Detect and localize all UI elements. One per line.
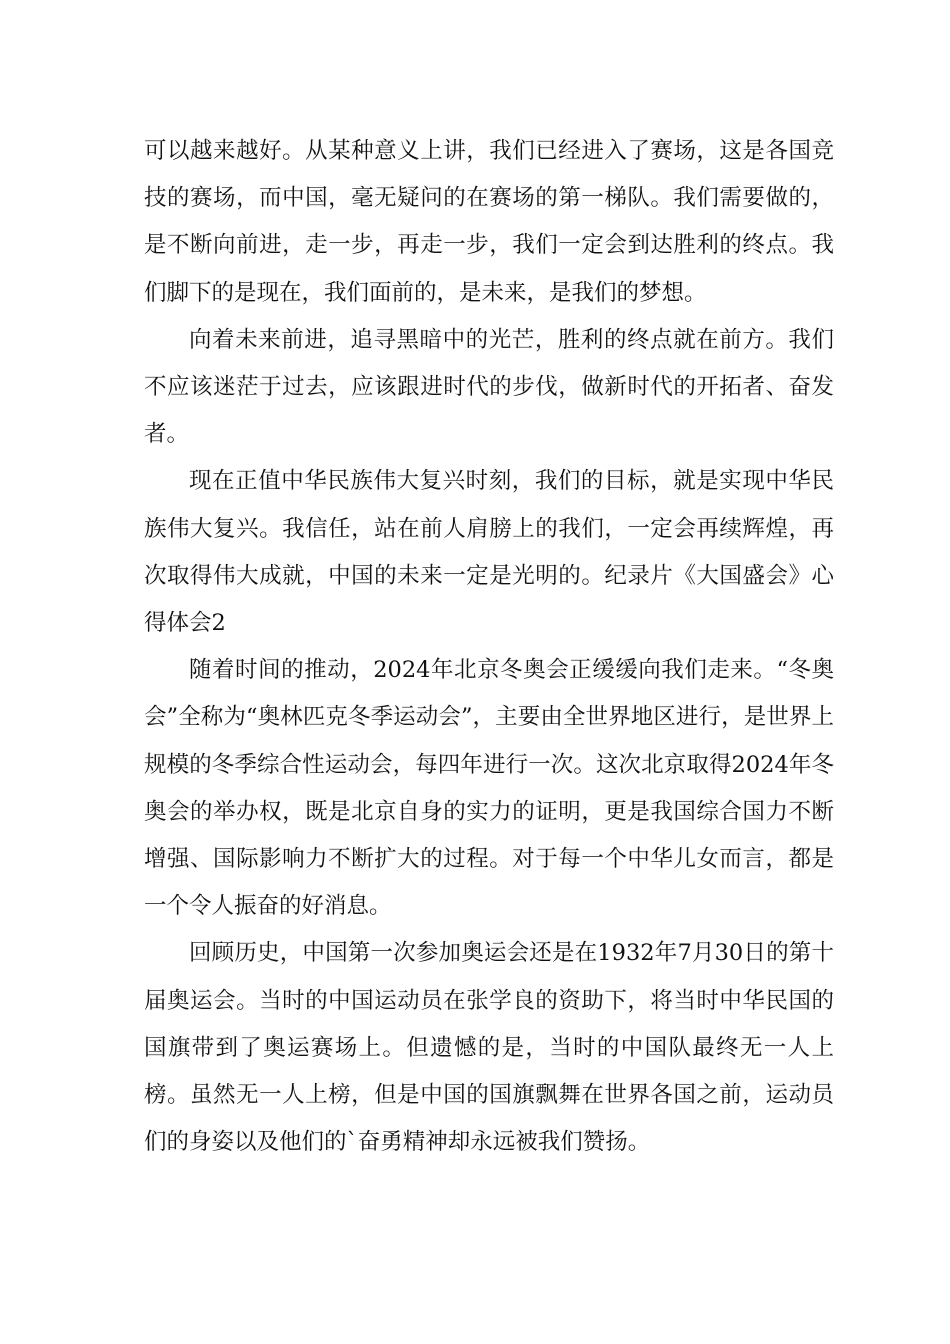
paragraph-3: 现在正值中华民族伟大复兴时刻，我们的目标，就是实现中华民族伟大复兴。我信任，站在前人肩膀上的我们，一定会再续辉煌，再次取得伟大成就，中国的未来一定是光明的。纪录片《大国盛会》心得体会2 (144, 468, 834, 637)
paragraph-5: 回顾历史，中国第一次参加奥运会还是在1932年7月30日的第十届奥运会。当时的中国运动员在张学良的资助下，将当时中华民国的国旗带到了奥运赛场上。但遗憾的是，当时的中国队最终无一人上榜。虽然无一人上榜，但是中国的国旗飘舞在世界各国之前，运动员们的身姿以及他们的`奋勇精神却永远被我们赞扬。 (144, 940, 834, 1156)
paragraph-2: 向着未来前进，追寻黑暗中的光芒，胜利的终点就在前方。我们不应该迷茫于过去，应该跟进时代的步伐，做新时代的开拓者、奋发者。 (144, 326, 834, 448)
paragraph-4: 随着时间的推动，2024年北京冬奥会正缓缓向我们走来。“冬奥会”全称为“奥林匹克冬季运动会”，主要由全世界地区进行，是世界上规模的冬季综合性运动会，每四年进行一次。这次北京取得2024年冬奥会的举办权，既是北京自身的实力的证明，更是我国综合国力不断增强、国际影响力不断扩大的过程。对于每一个中华儿女而言，都是一个令人振奋的好消息。 (144, 657, 834, 920)
document-body (144, 128, 834, 1166)
paragraph-1: 可以越来越好。从某种意义上讲，我们已经进入了赛场，这是各国竞技的赛场，而中国，毫无疑问的在赛场的第一梯队。我们需要做的，是不断向前进，走一步，再走一步，我们一定会到达胜利的终点。我们脚下的是现在，我们面前的，是未来，是我们的梦想。 (144, 138, 834, 306)
